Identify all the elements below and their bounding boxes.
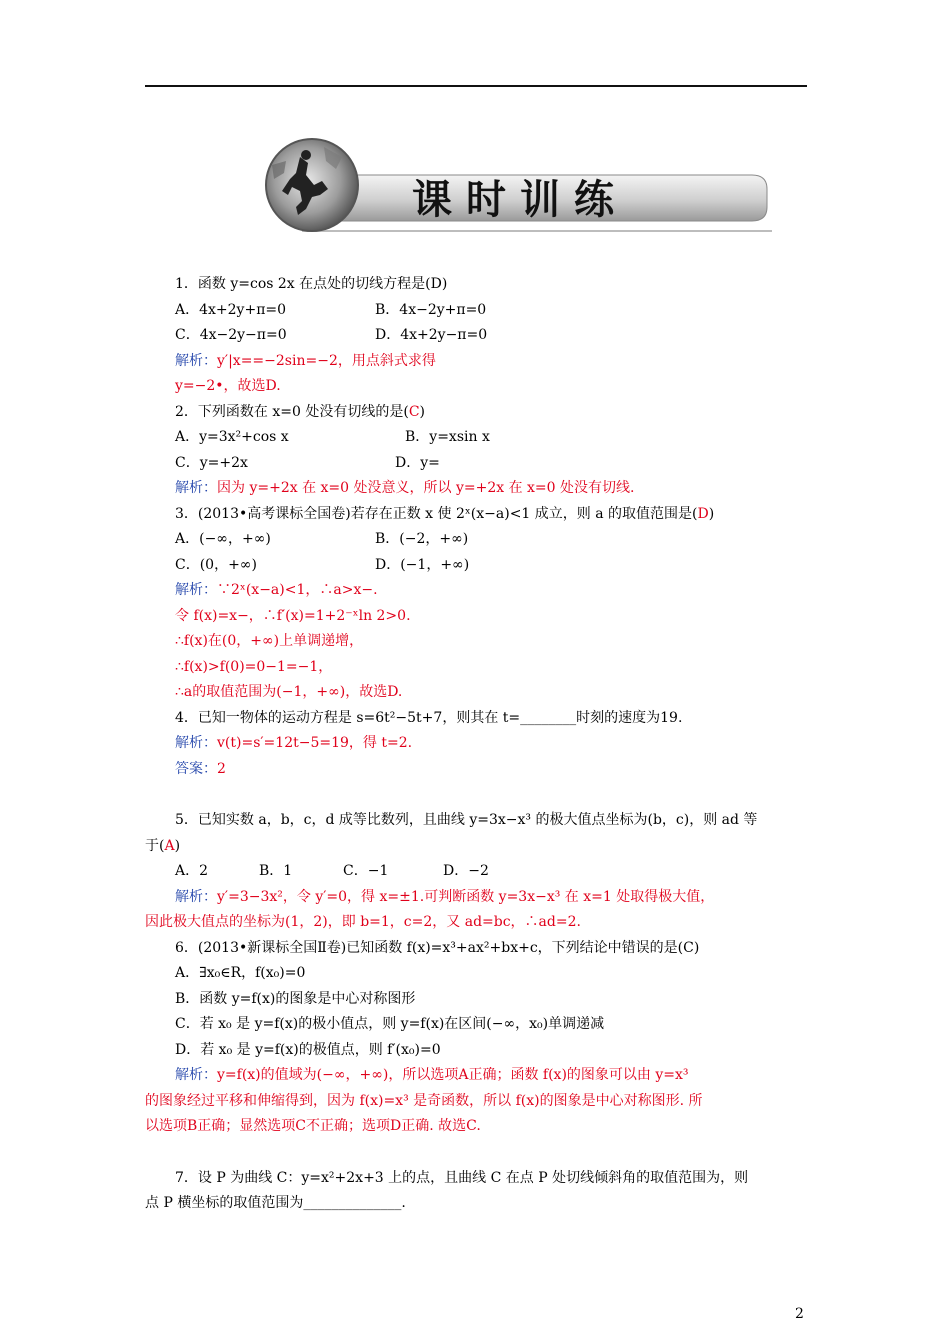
q1-solution-text1: y′|x==−2sin=−2，用点斜式求得 — [217, 352, 436, 369]
q1-solution-line1 — [145, 349, 807, 375]
q5-stem2-end: ) — [174, 837, 181, 854]
q5-solution-line1 — [145, 885, 807, 911]
q2-stem-end: ) — [419, 403, 425, 420]
q5-option-d: D．−2 — [443, 863, 489, 879]
q6-solution-line1 — [145, 1063, 807, 1089]
q4-answer-value: 2 — [217, 760, 226, 777]
q5-answer: A — [164, 837, 175, 854]
q3-solution-label: 解析： — [175, 582, 217, 598]
q6-option-a: A．∃x₀∈R，f(x₀)=0 — [175, 965, 306, 981]
q3-answer: D — [697, 505, 709, 522]
q4-solution — [145, 731, 807, 757]
q5-option-c: C．−1 — [343, 863, 389, 879]
q1-solution-label: 解析： — [175, 352, 217, 369]
q4-stem: 4．已知一物体的运动方程是 s=6t²−5t+7，则其在 t=________时刻的速度为19. — [175, 709, 683, 726]
q2-stem — [145, 400, 807, 426]
q6-option-d: D．若 x₀ 是 y=f(x)的极值点，则 f′(x₀)=0 — [175, 1041, 441, 1058]
q3-solution-line1 — [145, 578, 807, 604]
q2-option-c: C．y=+2x — [175, 454, 248, 471]
exercise-content — [145, 272, 807, 1217]
q3-option-a: A．(−∞，+∞) — [175, 531, 271, 547]
q2-option-b: B．y=xsin x — [405, 429, 490, 445]
q6-solution-text1: y=f(x)的值域为(−∞，+∞)，所以选项A正确；函数 f(x)的图象可以由 y=x³ — [217, 1067, 689, 1083]
q7-stem-line2: 点 P 横坐标的取值范围为______________. — [145, 1195, 406, 1211]
q1-options-ab — [145, 298, 807, 324]
q5-option-b: B．1 — [259, 863, 293, 879]
q6-option-b: B．函数 y=f(x)的图象是中心对称图形 — [175, 990, 416, 1007]
q1-stem: 1．函数 y=cos 2x 在点处的切线方程是(D) — [175, 276, 448, 292]
q1-solution-line2: y=−2•，故选D. — [175, 378, 281, 394]
q2-solution-text: 因为 y=+2x 在 x=0 处没意义，所以 y=+2x 在 x=0 处没有切线. — [217, 480, 635, 496]
page-number: 2 — [795, 1306, 804, 1322]
banner-title: 课时训练 — [412, 176, 628, 223]
q1-option-b: B．4x−2y+π=0 — [375, 301, 487, 318]
q6-solution-line3: 以选项B正确；显然选项C不正确；选项D正确. 故选C. — [145, 1118, 481, 1134]
q5-option-a: A．2 — [175, 863, 209, 879]
q1-options-cd — [145, 323, 807, 349]
q2-option-a: A．y=3x²+cos x — [175, 429, 289, 445]
q3-solution-line3: ∴f(x)在(0，+∞)上单调递增， — [175, 633, 364, 649]
q4-solution-label: 解析： — [175, 735, 217, 751]
section-banner — [262, 135, 780, 247]
q3-stem-text: 3．(2013•高考课标全国卷)若存在正数 x 使 2ˣ(x−a)<1 成立，则 a 的取值范围是( — [175, 505, 698, 522]
q5-solution-text1: y′=3−3x²，令 y′=0，得 x=±1.可判断函数 y=3x−x³ 在 x=1 处取得极大值， — [217, 888, 715, 905]
q3-solution-text1: ∵2ˣ(x−a)<1，∴a>x−. — [217, 582, 378, 598]
q5-stem-line2 — [145, 834, 807, 860]
q3-options-ab — [145, 527, 807, 553]
q5-stem2-text: 于( — [145, 837, 165, 854]
q7-stem-line1: 7．设 P 为曲线 C：y=x²+2x+3 上的点，且曲线 C 在点 P 处切线倾斜角的取值范围为，则 — [175, 1169, 749, 1186]
q2-options-cd — [145, 451, 807, 477]
q6-solution-label: 解析： — [175, 1067, 217, 1083]
header-rule — [145, 85, 807, 87]
q2-solution — [145, 476, 807, 502]
q2-options-ab — [145, 425, 807, 451]
q3-solution-line4: ∴f(x)>f(0)=0−1=−1， — [175, 658, 333, 675]
q3-stem — [145, 502, 807, 528]
q3-option-b: B．(−2，+∞) — [375, 531, 469, 547]
q6-option-c: C．若 x₀ 是 y=f(x)的极小值点，则 y=f(x)在区间(−∞，x₀)单调递减 — [175, 1016, 605, 1032]
q1-option-c: C．4x−2y−π=0 — [175, 327, 287, 343]
q3-options-cd — [145, 553, 807, 579]
q2-stem-text: 2．下列函数在 x=0 处没有切线的是( — [175, 403, 409, 420]
q4-answer-label: 答案： — [175, 760, 217, 777]
q6-stem: 6．(2013•新课标全国Ⅱ卷)已知函数 f(x)=x³+ax²+bx+c，下列结论中错误的是(C) — [175, 939, 700, 956]
q1-option-d: D．4x+2y−π=0 — [375, 327, 488, 343]
q2-solution-label: 解析： — [175, 480, 217, 496]
q4-solution-text: v(t)=s′=12t−5=19，得 t=2. — [217, 735, 413, 751]
q1-option-a: A．4x+2y+π=0 — [175, 301, 287, 318]
q3-stem-end: ) — [708, 505, 715, 522]
q5-solution-label: 解析： — [175, 888, 217, 905]
q4-answer — [145, 757, 807, 783]
q5-stem-line1: 5．已知实数 a，b，c，d 成等比数列，且曲线 y=3x−x³ 的极大值点坐标为(b，c)，则 ad 等 — [175, 812, 758, 828]
q3-solution-line2: 令 f(x)=x−，∴f′(x)=1+2⁻ˣln 2>0. — [175, 607, 411, 624]
q5-solution-line2: 因此极大值点的坐标为(1，2)，即 b=1，c=2，又 ad=bc，∴ad=2. — [145, 914, 581, 930]
q3-solution-line5: ∴a的取值范围为(−1，+∞)，故选D. — [175, 684, 403, 700]
q5-options — [145, 859, 807, 885]
q2-answer: C — [408, 403, 420, 420]
q6-solution-line2: 的图象经过平移和伸缩得到，因为 f(x)=x³ 是奇函数，所以 f(x)的图象是中心对称图形. 所 — [145, 1092, 703, 1109]
q3-option-c: C．(0，+∞) — [175, 556, 257, 573]
q3-option-d: D．(−1，+∞) — [375, 556, 470, 573]
q2-option-d: D．y= — [395, 454, 440, 471]
